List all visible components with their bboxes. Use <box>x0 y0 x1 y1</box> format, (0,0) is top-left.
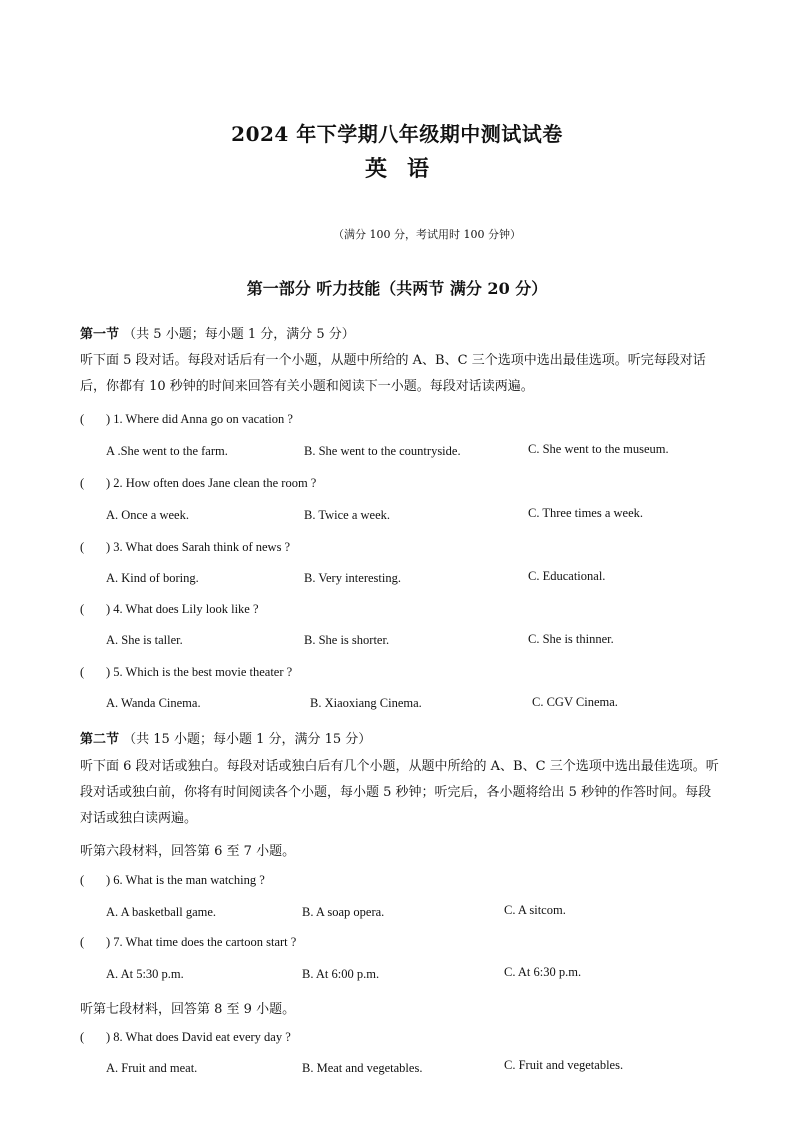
answer-paren[interactable]: ( <box>80 935 85 949</box>
question-4 <box>80 602 259 617</box>
section-one-label: 第一节 <box>80 327 120 342</box>
question-text: ) 8. What does David eat every day ? <box>106 1030 291 1044</box>
section-one-heading <box>80 323 355 342</box>
question-1 <box>80 412 293 427</box>
score-time-note: （满分 100 分，考试用时 100 分钟） <box>333 228 521 241</box>
option-b: B. Very interesting. <box>304 571 401 585</box>
option-c: C. A sitcom. <box>504 903 566 917</box>
option-c: C. At 6:30 p.m. <box>504 965 582 979</box>
question-2 <box>80 476 316 491</box>
exam-title: 2024 年下学期八年级期中测试试卷 <box>231 122 563 146</box>
answer-paren[interactable]: ( <box>80 540 85 554</box>
option-c: C. Three times a week. <box>528 506 644 520</box>
question-6 <box>80 873 265 888</box>
section-two-label: 第二节 <box>80 732 120 747</box>
question-7 <box>80 935 296 950</box>
option-a: A. A basketball game. <box>106 905 217 919</box>
question-text: ) 3. What does Sarah think of news ? <box>106 540 291 554</box>
option-a: A. At 5:30 p.m. <box>106 967 184 981</box>
question-3 <box>80 540 290 555</box>
section-two-info: （共 15 小题；每小题 1 分，满分 15 分） <box>123 732 372 747</box>
question-text: ) 1. Where did Anna go on vacation ? <box>106 412 293 426</box>
answer-paren[interactable]: ( <box>80 602 85 616</box>
option-a: A .She went to the farm. <box>106 444 228 458</box>
material-seven-note: 听第七段材料，回答第 8 至 9 小题。 <box>80 1002 296 1017</box>
option-b: B. She is shorter. <box>304 633 390 647</box>
subject-title: 英语 <box>364 156 449 182</box>
material-six-note: 听第六段材料，回答第 6 至 7 小题。 <box>80 844 296 859</box>
option-c: C. Educational. <box>528 569 606 583</box>
option-b: B. A soap opera. <box>302 905 385 919</box>
option-b: B. Xiaoxiang Cinema. <box>310 696 422 710</box>
question-5 <box>80 665 292 680</box>
part-one-heading: 第一部分 听力技能（共两节 满分 20 分） <box>246 279 548 298</box>
answer-paren[interactable]: ( <box>80 873 85 887</box>
option-b: B. Meat and vegetables. <box>302 1061 423 1075</box>
section-one-info: （共 5 小题；每小题 1 分，满分 5 分） <box>123 327 355 342</box>
section-two-heading <box>80 728 371 747</box>
option-c: C. CGV Cinema. <box>532 695 618 709</box>
question-text: ) 7. What time does the cartoon start ? <box>106 935 297 949</box>
option-c: C. Fruit and vegetables. <box>504 1058 624 1072</box>
option-a: A. Fruit and meat. <box>106 1061 198 1075</box>
option-c: C. She is thinner. <box>528 632 614 646</box>
question-text: ) 6. What is the man watching ? <box>106 873 265 887</box>
option-a: A. Kind of boring. <box>106 571 199 585</box>
answer-paren[interactable]: ( <box>80 1030 85 1044</box>
question-text: ) 5. Which is the best movie theater ? <box>106 665 293 679</box>
answer-paren[interactable]: ( <box>80 476 85 490</box>
answer-paren[interactable]: ( <box>80 412 85 426</box>
answer-paren[interactable]: ( <box>80 665 85 679</box>
option-a: A. Wanda Cinema. <box>106 696 201 710</box>
question-text: ) 2. How often does Jane clean the room ? <box>106 476 317 490</box>
option-a: A. Once a week. <box>106 508 189 522</box>
section-one-instructions: 听下面 5 段对话。每段对话后有一个小题，从题中所给的 A、B、C 三个选项中选出最佳选项。听完每段对话后，你都有 10 秒钟的时间来回答有关小题和阅读下一小题。每段对话读两遍。 <box>80 353 706 394</box>
question-8 <box>80 1030 291 1045</box>
option-b: B. She went to the countryside. <box>304 444 461 458</box>
option-a: A. She is taller. <box>106 633 183 647</box>
section-two-instructions: 听下面 6 段对话或独白。每段对话或独白后有几个小题，从题中所给的 A、B、C 三个选项中选出最佳选项。听段对话或独白前，你将有时间阅读各个小题，每小题 5 秒钟；听完后，各小题将给出 5 秒钟的作答时间。每段对话或独白读两遍。 <box>80 759 719 826</box>
option-c: C. She went to the museum. <box>528 442 669 456</box>
option-b: B. Twice a week. <box>304 508 391 522</box>
question-text: ) 4. What does Lily look like ? <box>106 602 259 616</box>
option-b: B. At 6:00 p.m. <box>302 967 380 981</box>
